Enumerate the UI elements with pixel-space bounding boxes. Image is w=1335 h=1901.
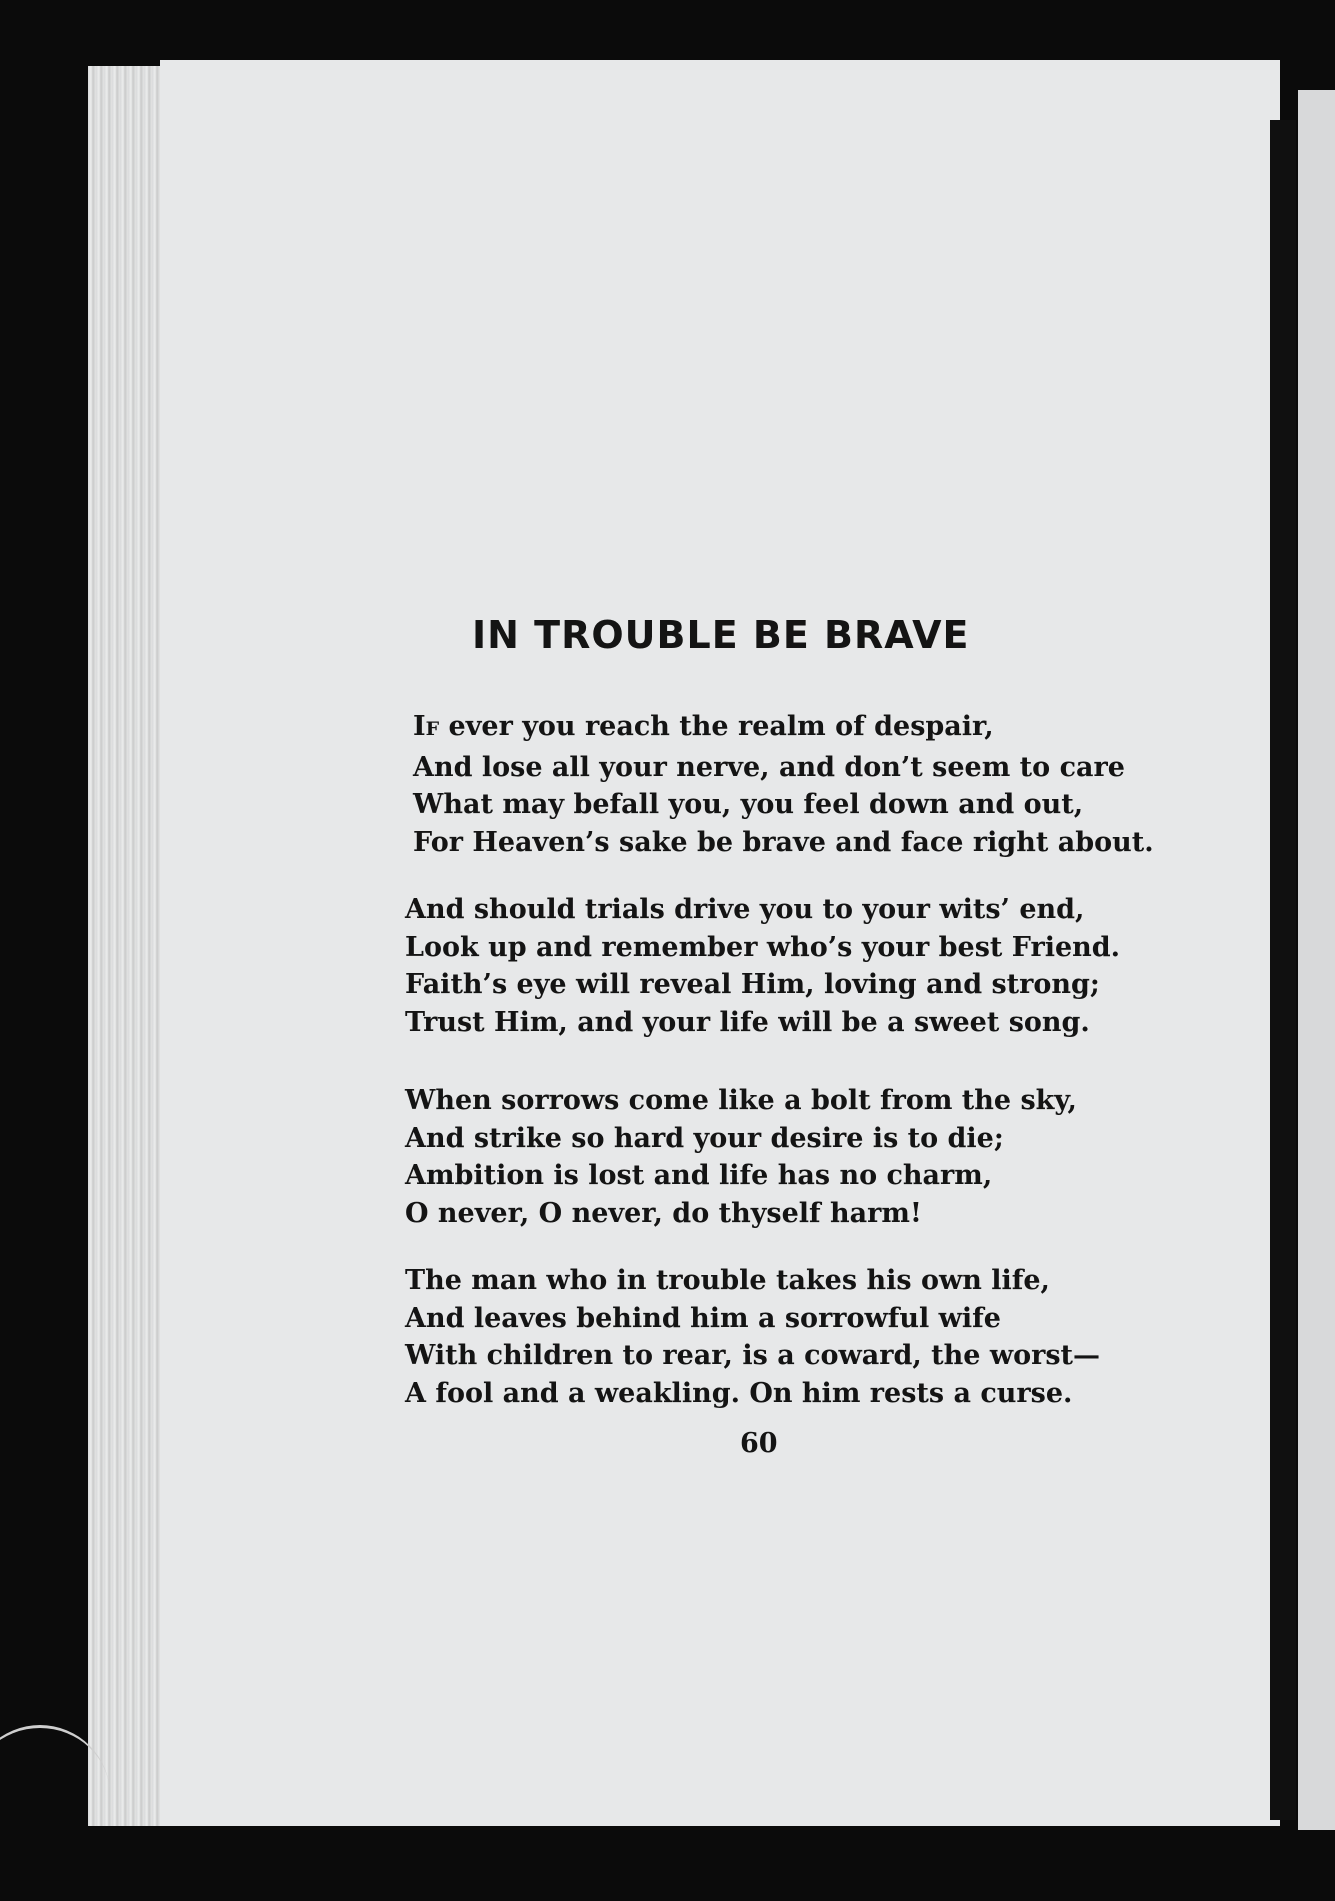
stanza-line: The man who in trouble takes his own life, (405, 1265, 1050, 1296)
stanza-line: For Heaven’s sake be brave and face right about. (413, 826, 1154, 858)
stanza-line: IF ever you reach the realm of despair, (413, 711, 994, 742)
poem-title: IN TROUBLE BE BRAVE (472, 613, 970, 657)
stanza-line: O never, O never, do thyself harm! (405, 1197, 922, 1229)
facing-page-edge (1298, 90, 1335, 1830)
stanza-line: And lose all your nerve, and don’t seem to care (413, 751, 1125, 783)
stanza-line: When sorrows come like a bolt from the sky, (405, 1085, 1077, 1116)
small-cap: F (425, 718, 440, 740)
stanza-line: And strike so hard your desire is to die; (405, 1122, 1004, 1154)
drop-cap: I (413, 711, 426, 742)
stanza-line: Ambition is lost and life has no charm, (405, 1160, 993, 1191)
stanza-line: And leaves behind him a sorrowful wife (405, 1302, 1001, 1334)
poem-text-block (160, 0, 1280, 1901)
stanza-line: And should trials drive you to your wits’ end, (405, 894, 1085, 925)
stanza-3 (405, 1082, 1077, 1232)
stanza-2 (405, 891, 1120, 1041)
stanza-line: A fool and a weakling. On him rests a curse. (405, 1377, 1073, 1409)
page-number: 60 (740, 1428, 778, 1459)
stanza-line: Trust Him, and your life will be a sweet song. (405, 1006, 1090, 1038)
stanza-1 (405, 708, 1154, 861)
stanza-line: With children to rear, is a coward, the worst— (405, 1340, 1101, 1371)
stanza-line: Look up and remember who’s your best Friend. (405, 931, 1121, 963)
stanza-line: What may befall you, you feel down and out, (413, 789, 1084, 820)
stanza-line: Faith’s eye will reveal Him, loving and strong; (405, 969, 1100, 1000)
stanza-4 (405, 1262, 1100, 1412)
